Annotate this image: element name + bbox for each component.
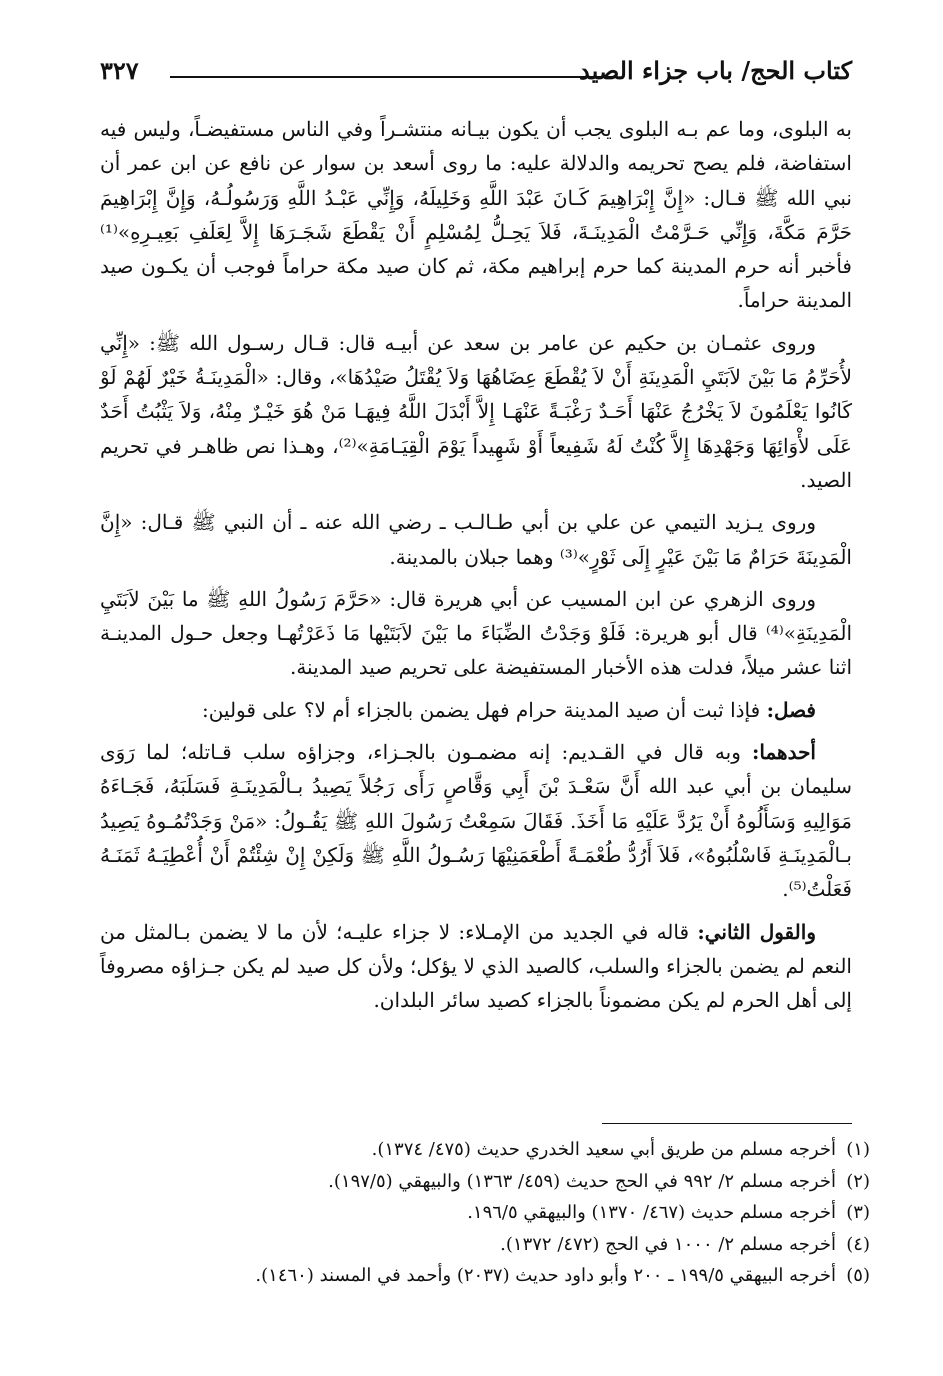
paragraph-6-text: وبه قال في القـديم: إنه مضمـون بالجـزاء، وجزاؤه سلب قـاتله؛ لما رَوَى سليمان بن أبي عبد الله أَنَّ سَعْـدَ بْنَ أَبِي وَقَّاصٍ رَأَى رَجُلاً يَصِيدُ بـالْمَدِينَـةِ فَسَلَبَهُ، فَجَـاءَهُ مَوَالِيهِ وَسَأَلُوهُ أَنْ يَرُدَّ عَلَيْهِ مَا أَخَذَ. فَقَالَ سَمِعْتُ رَسُولَ اللهِ ﷺ يَقُـولُ: «مَنْ وَجَدْتُمُـوهُ يَصِيدُ بـالْمَدِينَـةِ فَاسْلُبُوهُ»، فَلاَ أَرُدُّ طُعْمَـةً أَطْعَمَنِيْهَا رَسُـولُ اللَّهِ ﷺ وَلَكِنْ إِنْ شِئْتُمْ أَنْ أُعْطِيَـهُ ثَمَنَـهُ فَعَلْتُ⁽⁵⁾. (100, 740, 852, 902)
footnote-5 (100, 1260, 870, 1292)
footnote-text: أخرجه البيهقي ١٩٩/٥ ـ ٢٠٠ وأبو داود حديث (٢٠٣٧) وأحمد في المسند (١٤٦٠). (255, 1265, 836, 1286)
paragraph-5 (100, 693, 852, 727)
main-text (100, 112, 852, 1017)
footnotes (100, 1134, 870, 1292)
running-header (100, 56, 852, 96)
footnote-1 (100, 1134, 870, 1166)
footnote-separator (602, 1123, 852, 1124)
paragraph-5-text: فإذا ثبت أن صيد المدينة حرام فهل يضمن بالجزاء أم لا؟ على قولين: (201, 697, 767, 722)
footnote-number: (٢) (846, 1170, 870, 1192)
paragraph-4: وروى الزهري عن ابن المسيب عن أبي هريرة قال: «حَرَّمَ رَسُولُ اللهِ ﷺ ما بَيْنَ لاَبَتَيِ الْمَدِينَةِ»⁽⁴⁾ قال أبو هريرة: فَلَوْ وَجَدْتُ الضِّبَاءَ ما بَيْنَ لاَبَتَيْها مَا ذَعَرْتُهـا وجعل حـول المدينـة اثنا عشر ميلاً، فدلت هذه الأخبار المستفيضة على تحريم صيد المدينة. (100, 586, 852, 680)
paragraph-3: وروى يـزيد التيمي عن علي بن أبي طـالـب ـ رضي الله عنه ـ أن النبي ﷺ قـال: «إِنَّ الْمَدِينَةَ حَرَامٌ مَا بَيْنَ عَيْرٍ إِلَى ثَوْرٍ»⁽³⁾ وهما جبلان بالمدينة. (100, 510, 852, 569)
paragraph-2: وروى عثمـان بن حكيم عن عامر بن سعد عن أبيـه قال: قـال رسـول الله ﷺ: «إِنِّي لأُحَرِّمُ مَا بَيْنَ لاَبَتَيِ الْمَدِينَةِ أَنْ لاَ يُقْطَعَ عِضَاهُهَا وَلاَ يُقْتَلُ صَيْدُهَا»، وقال: «الْمَدِينَـةُ خَيْرٌ لَهُمْ لَوْ كَانُوا يَعْلَمُونَ لاَ يَخْرُجُ عَنْهَا أَحَـدٌ رَغْبَـةً عَنْهَـا إِلاَّ أَبْدَلَ اللَّهُ فِيهَـا مَنْ هُوَ خَيْـرٌ مِنْهُ، وَلاَ يَثْبُتُ أَحَدٌ عَلَى لأْوَائِهَا وَجَهْدِهَا إِلاَّ كُنْتُ لَهُ شَفِيعاً أَوْ شَهِيداً يَوْمَ الْقِيَـامَةِ»⁽²⁾، وهـذا نص ظاهـر في تحريم الصيد. (100, 330, 852, 492)
footnote-number: (٤) (846, 1233, 870, 1255)
header-rule (170, 76, 614, 78)
page-number: ٣٢٧ (100, 56, 139, 85)
footnote-number: (٥) (846, 1265, 870, 1286)
footnote-number: (٣) (846, 1202, 870, 1223)
footnote-text: أخرجه مسلم حديث (٤٦٧/ ١٣٧٠) والبيهقي ١٩٦/٥. (467, 1202, 836, 1223)
footnote-2 (100, 1166, 870, 1198)
footnote-text: أخرجه مسلم ٢/ ٩٩٢ في الحج حديث (٤٥٩/ ١٣٦٣) والبيهقي (١٩٧/٥). (328, 1170, 836, 1192)
paragraph-6 (100, 735, 852, 906)
section-heading: فصل: (766, 697, 816, 722)
paragraph-7-text: قاله في الجديد من الإمـلاء: لا جزاء عليـه؛ لأن ما لا يضمن بـالمثل من النعم لم يضمن بالجزاء والسلب، كالصيد الذي لا يؤكل؛ ولأن كل صيد لم يكن جـزاؤه مصروفاً إلى أهل الحرم لم يكن مضموناً بالجزاء كصيد سائر البلدان. (100, 919, 852, 1013)
footnote-4 (100, 1229, 870, 1261)
paragraph-1: به البلوى، وما عم بـه البلوى يجب أن يكون بيـانه منتشـراً وفي الناس مستفيضـاً، وليس فيه استفاضة، فلم يصح تحريمه والدلالة عليه: ما روى أسعد بن سوار عن نافع عن ابن عمر أن نبي الله ﷺ قـال: «إِنَّ إِبْرَاهِيمَ كَـانَ عَبْدَ اللَّهِ وَخَلِيلَهُ، وَإِنِّي عَبْـدُ اللَّهِ وَرَسُولُـهُ، وَإِنَّ إِبْرَاهِيمَ حَرَّمَ مَكَّةَ، وَإِنِّي حَـرَّمْتُ الْمَدِينَـةَ، فَلاَ يَحِـلُّ لِمُسْلِمٍ أَنْ يَقْطَعَ شَجَـرَهَا إِلاَّ لِعَلَفِ بَعِيـرِهِ»⁽¹⁾ فأخبر أنه حرم المدينة كما حرم إبراهيم مكة، ثم كان صيد مكة حراماً فوجب أن يكـون صيد المدينة حراماً. (100, 117, 852, 313)
footnote-text: أخرجه مسلم من طريق أبي سعيد الخدري حديث (٤٧٥/ ١٣٧٤). (371, 1139, 836, 1160)
footnote-text: أخرجه مسلم ٢/ ١٠٠٠ في الحج (٤٧٢/ ١٣٧٢). (500, 1233, 836, 1255)
second-opinion-heading: والقول الثاني: (697, 919, 816, 944)
paragraph-7 (100, 915, 852, 1018)
footnote-3 (100, 1197, 870, 1229)
footnote-number: (١) (846, 1139, 870, 1160)
chapter-title: كتاب الحج/ باب جزاء الصيد (579, 56, 852, 85)
first-opinion-heading: أحدهما: (751, 740, 816, 765)
